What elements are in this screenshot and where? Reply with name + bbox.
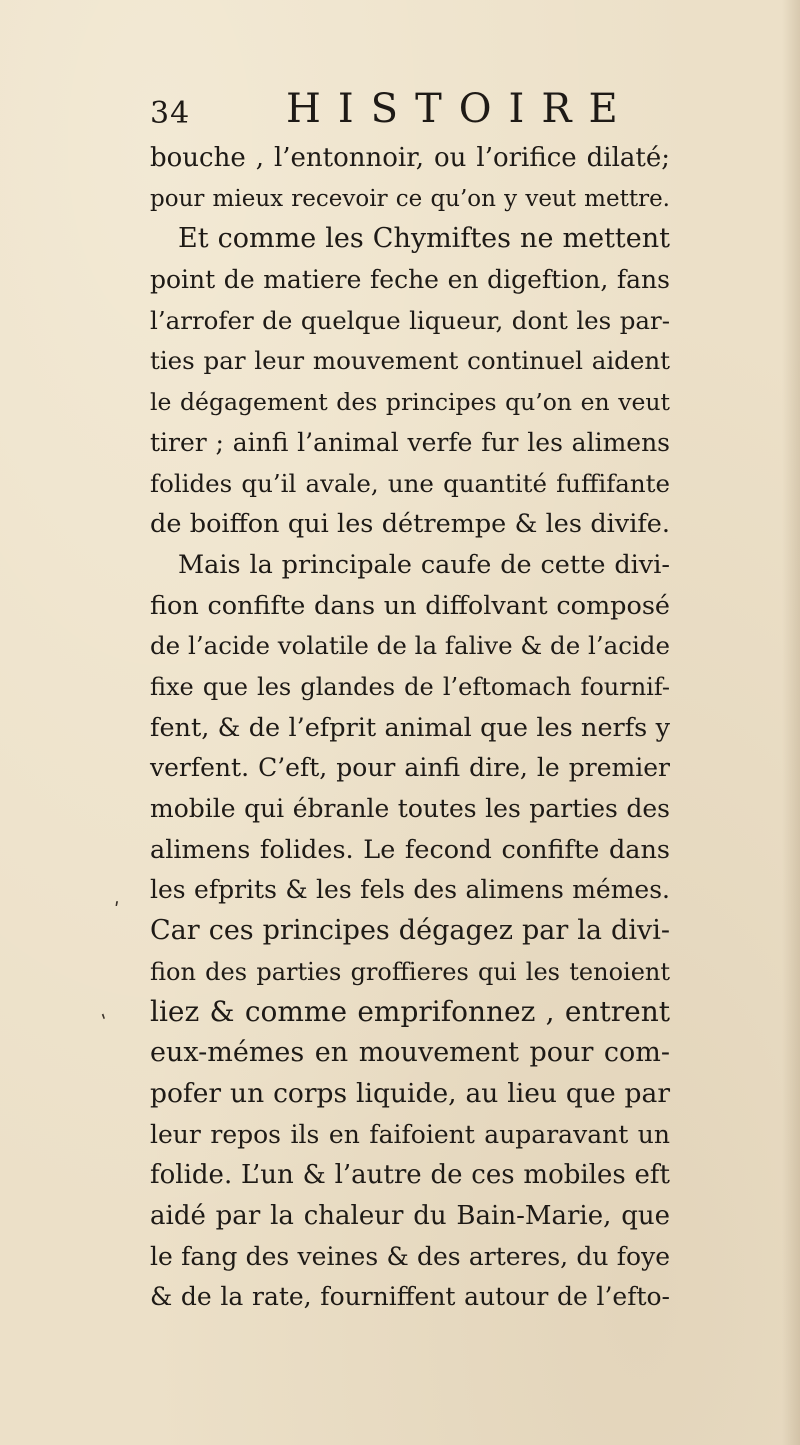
text-line: pofer un corps liquide, au lieu que par bbox=[150, 1077, 670, 1109]
page-number: 34 bbox=[150, 96, 191, 131]
text-line: & de la rate, fourniffent autour de l’efto- bbox=[150, 1282, 670, 1312]
text-line: les efprits & les fels des alimens mémes. bbox=[150, 875, 670, 905]
text-line: point de matiere feche en digeftion, fans bbox=[150, 265, 670, 295]
text-line: eux-mémes en mouvement pour com- bbox=[150, 1037, 670, 1069]
running-title: HISTOIRE bbox=[286, 86, 635, 132]
body-text bbox=[150, 138, 670, 1318]
text-line: tirer ; ainfi l’animal verfe fur les alimens bbox=[150, 427, 670, 457]
text-line: ties par leur mouvement continuel aident bbox=[150, 346, 670, 376]
text-line: mobile qui ébranle toutes les parties des bbox=[150, 794, 670, 823]
text-line: Mais la principale caufe de cette divi- bbox=[178, 549, 670, 580]
text-line: de l’acide volatile de la falive & de l’acide bbox=[150, 631, 670, 661]
text-line: verfent. C’eft, pour ainfi dire, le premier bbox=[150, 753, 670, 783]
text-line: fixe que les glandes de l’eftomach fournif- bbox=[150, 672, 670, 701]
margin-speck: ʹ bbox=[114, 898, 120, 922]
text-line: folides qu’il avale, une quantité fuffifante bbox=[150, 468, 670, 498]
text-line: fion confifte dans un diffolvant composé bbox=[150, 590, 670, 621]
margin-speck: ʹ bbox=[98, 1010, 116, 1034]
text-line: le dégagement des principes qu’on en veut bbox=[150, 388, 670, 417]
text-line: fion des parties groffieres qui les tenoient bbox=[150, 957, 670, 986]
text-line: le fang des veines & des arteres, du foye bbox=[150, 1241, 670, 1271]
text-line: Et comme les Chymiftes ne mettent bbox=[178, 223, 670, 255]
text-line: Car ces principes dégagez par la divi- bbox=[150, 915, 670, 947]
page-edge-shadow bbox=[782, 0, 800, 1445]
text-line: l’arrofer de quelque liqueur, dont les par- bbox=[150, 305, 670, 335]
text-line: de boiffon qui les détrempe & les divife. bbox=[150, 509, 670, 540]
text-line: leur repos ils en faifoient auparavant un bbox=[150, 1119, 670, 1149]
running-head bbox=[150, 86, 670, 138]
text-line: bouche , l’entonnoir, ou l’orifice dilaté; bbox=[150, 143, 670, 173]
text-line: fent, & de l’efprit animal que les nerfs y bbox=[150, 712, 670, 743]
text-line: alimens folides. Le fecond confifte dans bbox=[150, 834, 670, 865]
text-line: liez & comme emprifonnez , entrent bbox=[150, 995, 670, 1029]
text-line: pour mieux recevoir ce qu’on y veut mettre. bbox=[150, 185, 670, 212]
text-line: folide. L’un & l’autre de ces mobiles eft bbox=[150, 1160, 670, 1191]
text-line: aidé par la chaleur du Bain-Marie, que bbox=[150, 1200, 670, 1231]
